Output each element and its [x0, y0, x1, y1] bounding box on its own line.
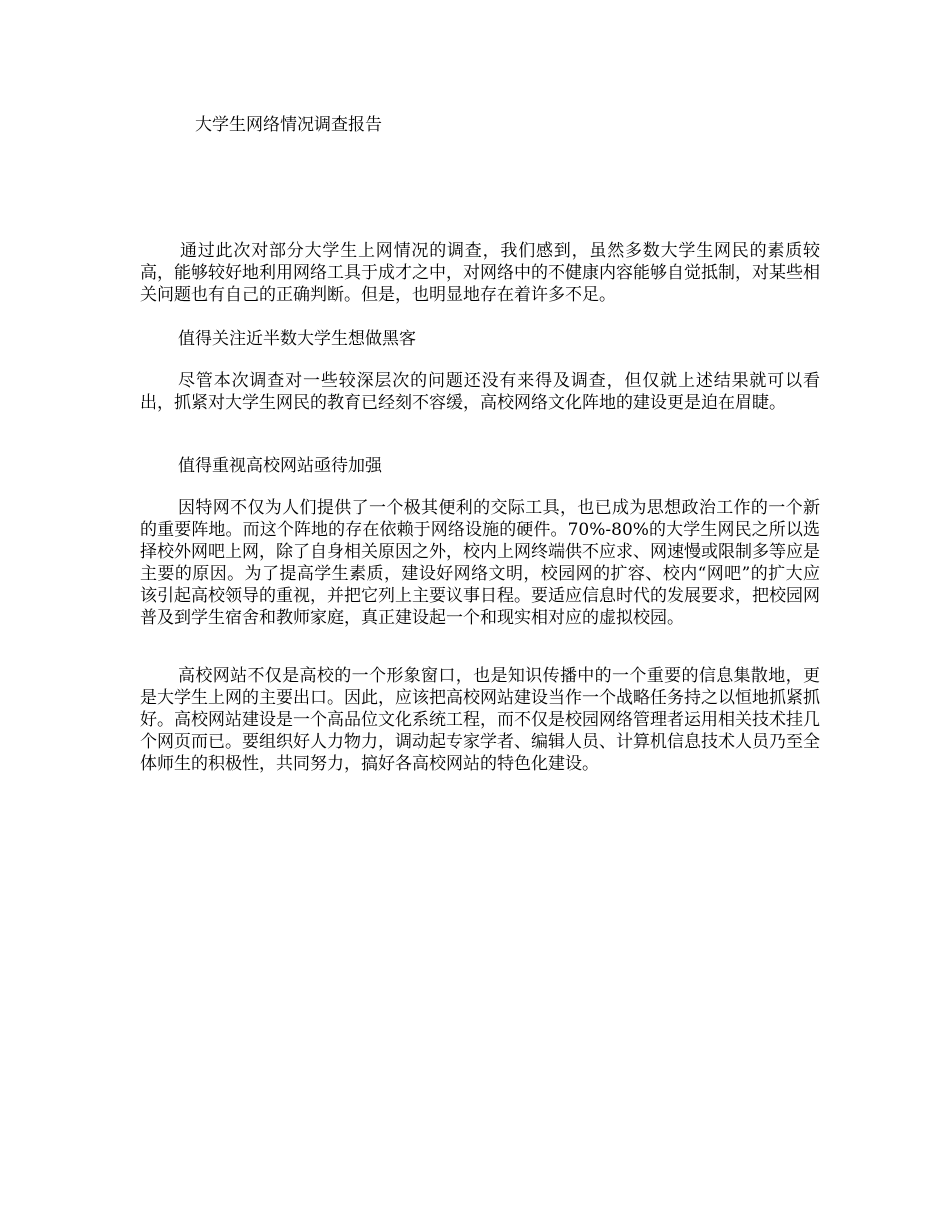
paragraph-education-urgency: 尽管本次调查对一些较深层次的问题还没有来得及调查，但仅就上述结果就可以看出，抓紧对大学生网民的教育已经刻不容缓，高校网络文化阵地的建设更是迫在眉睫。 — [140, 371, 820, 413]
document-title: 大学生网络情况调查报告 — [195, 115, 382, 135]
paragraph-campus-website-construction: 高校网站不仅是高校的一个形象窗口，也是知识传播中的一个重要的信息集散地，更是大学生上网的主要出口。因此，应该把高校网站建设当作一个战略任务持之以恒地抓紧抓好。高校网站建设是一个高品位文化系统工程，而不仅是校园网络管理者运用相关技术挂几个网页而已。要组织好人力物力，调动起专家学者、编辑人员、计算机信息技术人员乃至全体师生的积极性，共同努力，搞好各高校网站的特色化建设。 — [140, 666, 820, 774]
section-heading-campus-websites: 值得重视高校网站亟待加强 — [178, 456, 382, 476]
paragraph-campus-network: 因特网不仅为人们提供了一个极其便利的交际工具，也已成为思想政治工作的一个新的重要阵地。而这个阵地的存在依赖于网络设施的硬件。70%-80%的大学生网民之所以选择校外网吧上网，除了自身相关原因之外，校内上网终端供不应求、网速慢或限制多等应是主要的原因。为了提高学生素质，建设好网络文明，校园网的扩容、校内“网吧”的扩大应该引起高校领导的重视，并把它列上主要议事日程。要适应信息时代的发展要求，把校园网普及到学生宿舍和教师家庭，真正建设起一个和现实相对应的虚拟校园。 — [140, 498, 820, 628]
section-heading-hackers: 值得关注近半数大学生想做黑客 — [178, 329, 416, 349]
paragraph-introduction: 通过此次对部分大学生上网情况的调查，我们感到，虽然多数大学生网民的素质较高，能够较好地利用网络工具于成才之中，对网络中的不健康内容能够自觉抵制，对某些相关问题也有自己的正确判断。但是，也明显地存在着许多不足。 — [140, 241, 820, 305]
